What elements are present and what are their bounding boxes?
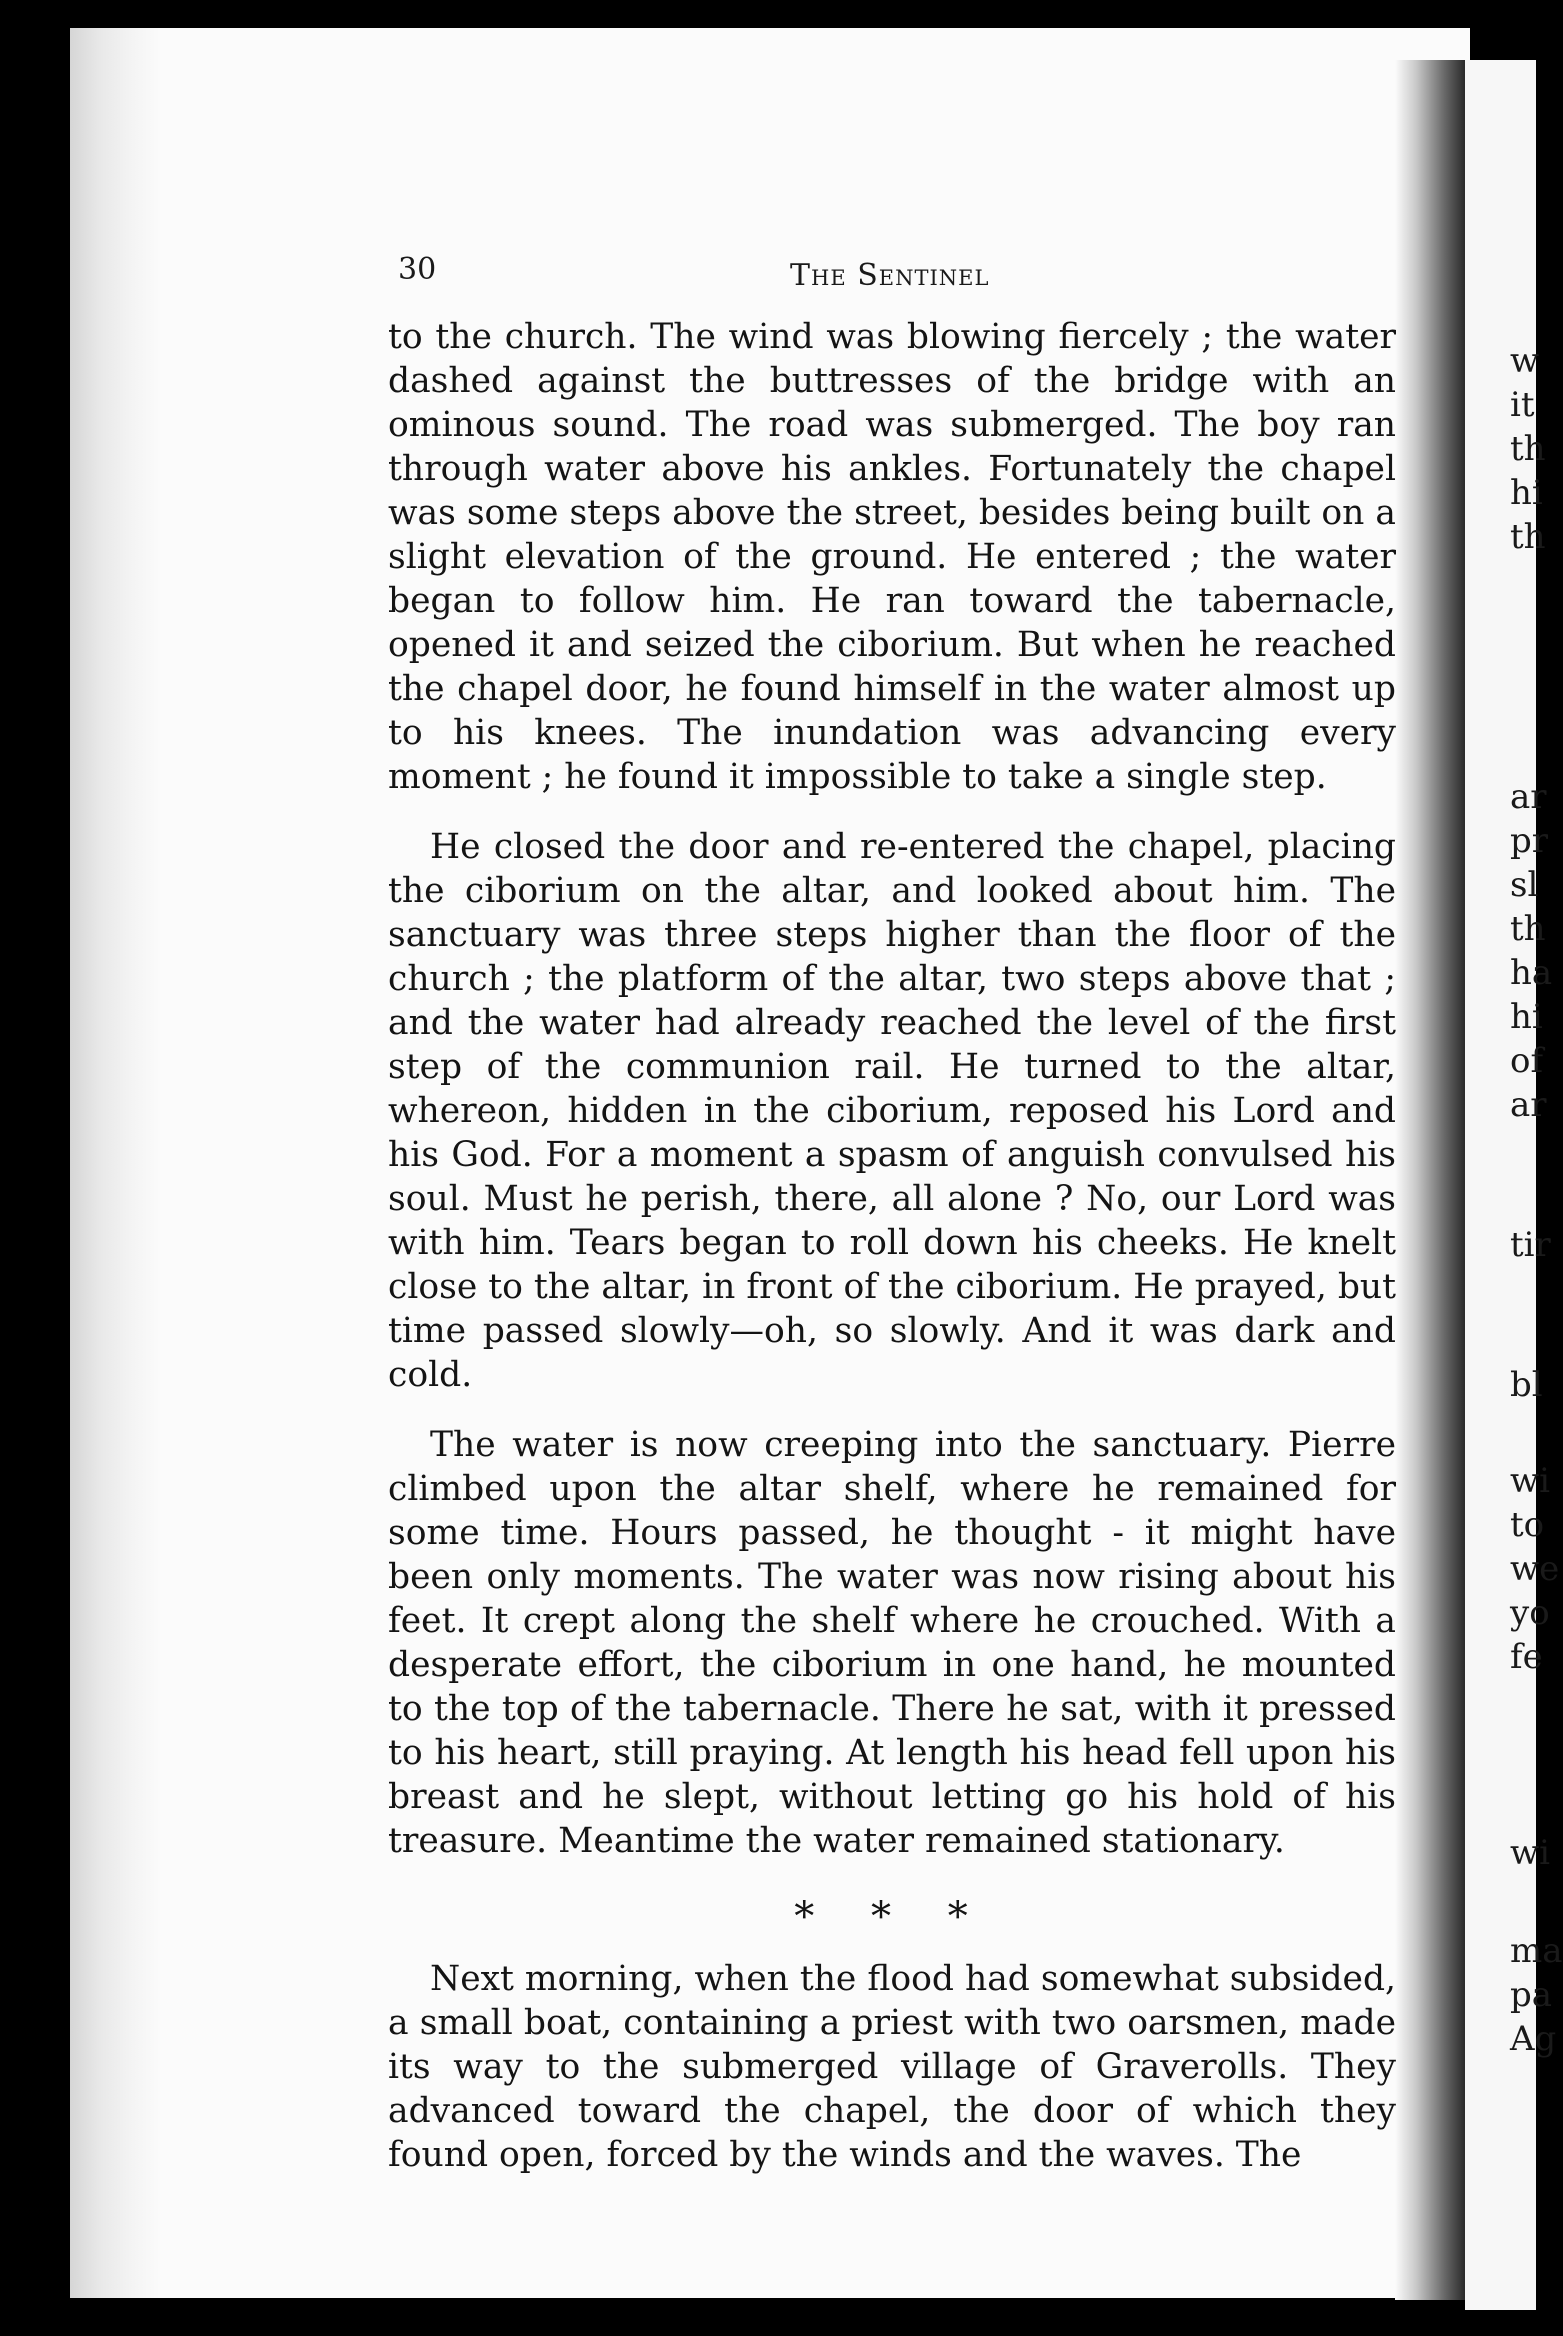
facing-fragment: sl: [1510, 865, 1539, 905]
facing-fragment: th: [1510, 909, 1546, 949]
facing-fragment: fe: [1510, 1637, 1543, 1677]
paragraph: He closed the door and re-entered the chapel, placing the ciborium on the altar, and looked about him. The sanctuary was three steps higher than the floor of the church ; the platform of the altar, two steps above that ; and the water had already reached the level of the first step of the communion rail. He turned to the altar, whereon, hidden in the ciborium, reposed his Lord and his God. For a moment a spasm of anguish convulsed his soul. Must he perish, there, all alone ? No, our Lord was with him. Tears began to roll down his cheeks. He knelt close to the altar, in front of the ciborium. He prayed, but time passed slowly—oh, so slowly. And it was dark and cold.: [388, 827, 1396, 1395]
facing-fragment: wi: [1510, 1833, 1550, 1873]
facing-fragment: it: [1510, 385, 1535, 425]
facing-fragment: we: [1510, 1549, 1560, 1589]
facing-fragment: th: [1510, 517, 1546, 557]
section-break: * * *: [794, 1894, 990, 1940]
facing-fragment: to: [1510, 1505, 1545, 1545]
facing-fragment: ha: [1510, 953, 1553, 993]
facing-fragment: w: [1510, 341, 1540, 381]
paragraph: The water is now creeping into the sanctuary. Pierre climbed upon the altar shelf, where he remained for some time. Hours passed, he thought - it might have been only moments. The water was now rising about his feet. It crept along the shelf where he crouched. With a desperate effort, the ciborium in one hand, he mounted to the top of the tabernacle. There he sat, with it pressed to his heart, still praying. At length his head fell upon his breast and he slept, without letting go his hold of his treasure. Meantime the water remained stationary.: [388, 1425, 1396, 1861]
facing-fragment: pr: [1510, 821, 1549, 861]
facing-fragment: hi: [1510, 997, 1543, 1037]
facing-fragment: ar: [1510, 1085, 1547, 1125]
facing-fragment: bl: [1510, 1365, 1543, 1405]
facing-fragment: tir: [1510, 1225, 1551, 1265]
paragraph: to the church. The wind was blowing fiercely ; the water dashed against the buttresses of the bridge with an ominous sound. The road was submerged. The boy ran through water above his ankles. Fortunately the chapel was some steps above the street, besides being built on a slight elevation of the ground. He entered ; the water began to follow him. He ran toward the tabernacle, opened it and seized the ciborium. But when he reached the chapel door, he found himself in the water almost up to his knees. The inundation was advancing every moment ; he found it impossible to take a single step.: [388, 317, 1396, 797]
running-head: The Sentinel: [790, 258, 990, 293]
facing-fragment: ma: [1510, 1931, 1563, 1971]
facing-fragment: yo: [1510, 1593, 1550, 1633]
facing-fragment: wi: [1510, 1461, 1550, 1501]
facing-fragment: pa: [1510, 1975, 1553, 2015]
facing-fragment: th: [1510, 429, 1546, 469]
body-text: [388, 315, 1396, 2203]
facing-fragment: ar: [1510, 777, 1547, 817]
book-gutter: [1395, 60, 1465, 2300]
facing-fragment: Ag: [1510, 2019, 1557, 2059]
paragraph: Next morning, when the flood had somewhat subsided, a small boat, containing a priest with two oarsmen, made its way to the submerged village of Graverolls. They advanced toward the chapel, the door of which they found open, forced by the winds and the waves. The: [388, 1959, 1396, 2175]
facing-fragment: of: [1510, 1041, 1544, 1081]
page-edge-shadow: [70, 28, 160, 2298]
facing-fragment: hi: [1510, 473, 1543, 513]
page-number: 30: [398, 252, 437, 287]
